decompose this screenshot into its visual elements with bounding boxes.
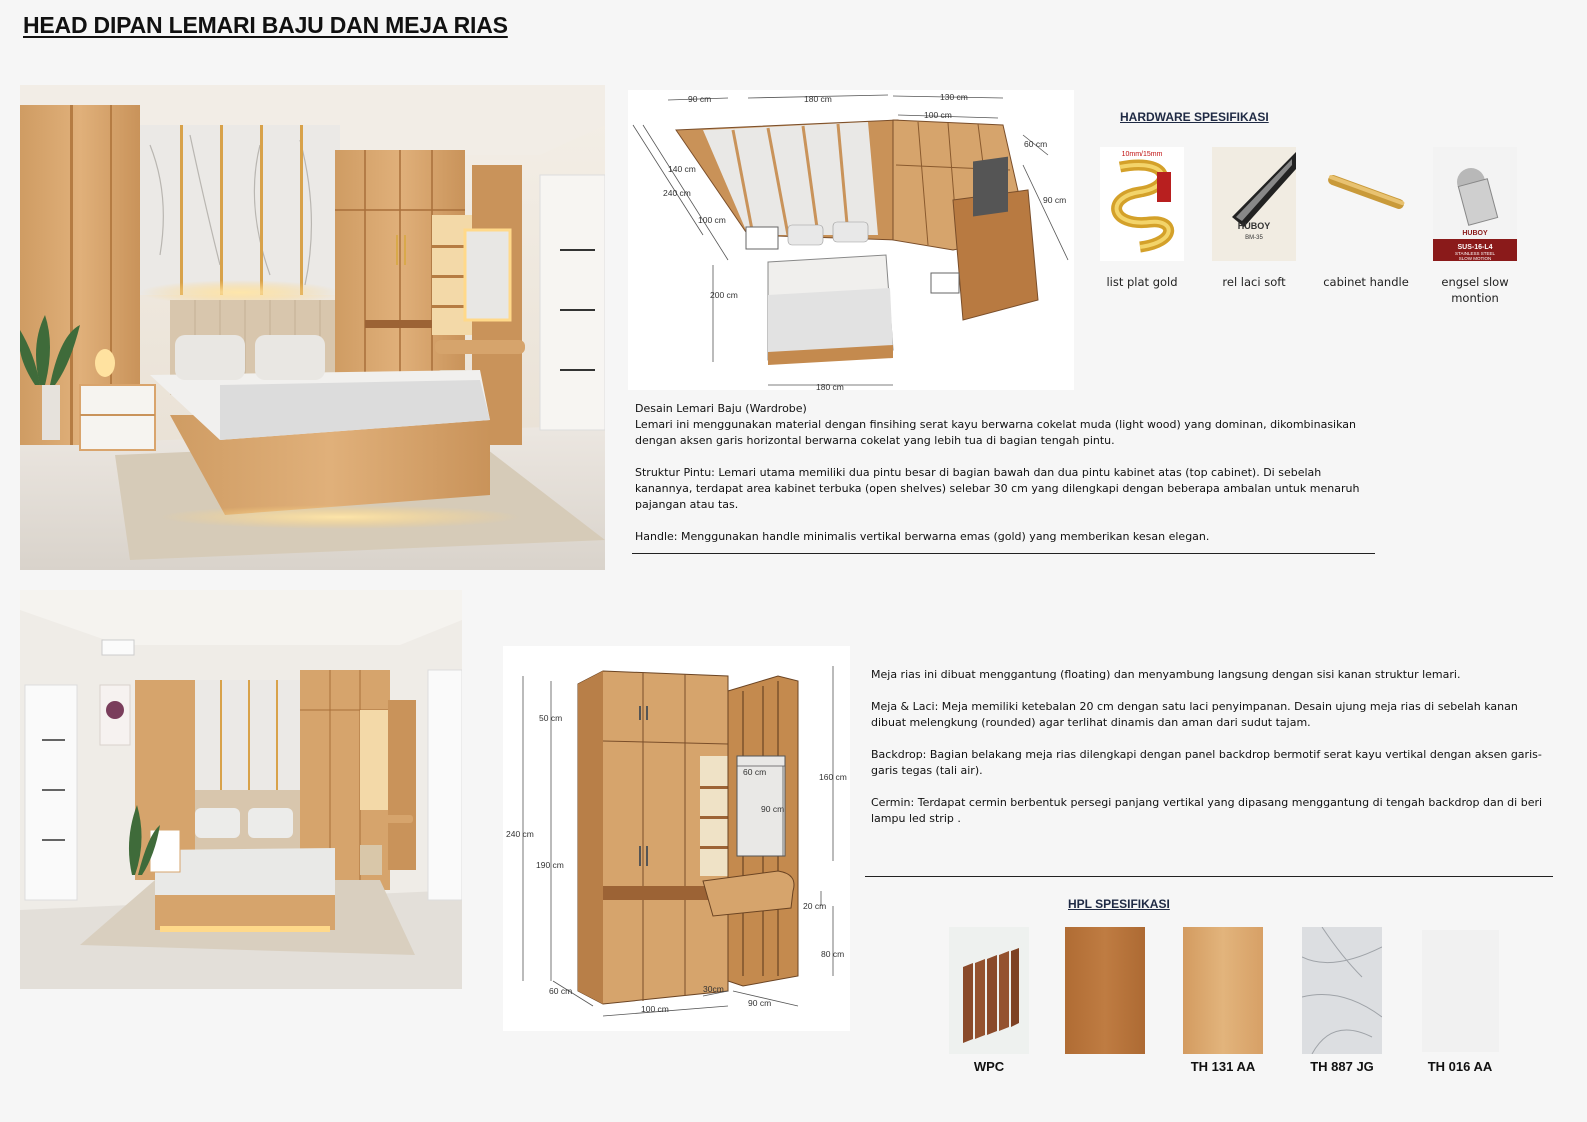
wardrobe-heading: Desain Lemari Baju (Wardrobe): [635, 402, 807, 415]
svg-text:50 cm: 50 cm: [539, 713, 563, 723]
svg-text:90 cm: 90 cm: [761, 804, 785, 814]
svg-text:60 cm: 60 cm: [743, 767, 767, 777]
hw-label-hinge: engsel slow montion: [1441, 275, 1509, 305]
vanity-para-1: Meja rias ini dibuat menggantung (floating) dan menyambung langsung dengan sisi kanan struktur lemari.: [871, 668, 1461, 681]
bedroom-render-main: [20, 85, 605, 570]
svg-text:160 cm: 160 cm: [819, 772, 847, 782]
svg-text:STAINLESS STEEL: STAINLESS STEEL: [1455, 251, 1495, 256]
hw-label-drawer-rail: rel laci soft: [1222, 275, 1286, 289]
svg-text:200 cm: 200 cm: [710, 290, 738, 300]
drawer-rail-icon: [1212, 147, 1296, 261]
svg-text:SUS-16-L4: SUS-16-L4: [1457, 244, 1493, 251]
divider-bottom: [865, 876, 1553, 877]
svg-text:BM-35: BM-35: [1245, 235, 1263, 241]
svg-text:HUBOY: HUBOY: [1237, 221, 1271, 231]
swatch-label-th131aa: TH 131 AA: [1190, 1059, 1256, 1074]
gold-handle-card: [1324, 147, 1408, 261]
vanity-para-2: Meja & Laci: Meja memiliki ketebalan 20 cm dengan satu laci penyimpanan. Desain ujung meja rias di sebelah kanan dibuat melengkung (rounded) agar terlihat dinamis dan aman dari sudut tajam.: [871, 700, 1518, 729]
vanity-para-4: Cermin: Terdapat cermin berbentuk persegi panjang vertikal yang dipasang menggantung di tengah backdrop dan di beri lampu led strip .: [871, 796, 1543, 825]
gold-strip-card: [1100, 147, 1184, 261]
hinge-card: [1433, 147, 1517, 261]
svg-text:240 cm: 240 cm: [663, 188, 691, 198]
svg-text:20 cm: 20 cm: [803, 901, 827, 911]
swatch-wood-dark: [1065, 927, 1145, 1054]
hw-label-gold-strip: list plat gold: [1106, 275, 1178, 289]
wardrobe-para-2: Struktur Pintu: Lemari utama memiliki dua pintu besar di bagian bawah dan dua pintu kabinet atas (top cabinet). Di sebelah kanannya, terdapat area kabinet terbuka (open shelves) selebar 30 cm yang dilengkapi dengan beberapa ambalan untuk menaruh pajangan atau tas.: [635, 466, 1360, 511]
gold-handle-icon: [1324, 147, 1408, 261]
swatch-label-th016aa: TH 016 AA: [1427, 1059, 1493, 1074]
svg-text:60 cm: 60 cm: [1024, 139, 1048, 149]
wardrobe-para-1: Lemari ini menggunakan material dengan finsihing serat kayu berwarna cokelat muda (light wood) yang dominan, dikombinasikan dengan aksen garis horizontal berwarna cokelat yang lebih tua di bagian tengah pintu.: [635, 418, 1356, 447]
svg-text:90 cm: 90 cm: [688, 94, 712, 104]
svg-text:10mm/15mm: 10mm/15mm: [1121, 151, 1163, 158]
svg-text:100 cm: 100 cm: [641, 1004, 669, 1014]
bedroom-render-wide: [20, 590, 462, 989]
vanity-para-3: Backdrop: Bagian belakang meja rias dilengkapi dengan panel backdrop bermotif serat kayu vertikal dengan aksen garis-garis tegas (tali air).: [871, 748, 1542, 777]
svg-text:80 cm: 80 cm: [821, 949, 845, 959]
svg-text:SLOW MOTION: SLOW MOTION: [1458, 256, 1492, 261]
swatch-th131aa: [1183, 927, 1263, 1054]
svg-text:100 cm: 100 cm: [698, 215, 726, 225]
swatch-label-th887jg: TH 887 JG: [1310, 1059, 1374, 1074]
svg-text:240 cm: 240 cm: [506, 829, 534, 839]
vanity-description: [871, 667, 1551, 843]
wardrobe-plan-drawing: [628, 90, 1074, 390]
gold-strip-icon: [1100, 147, 1184, 261]
page-title: HEAD DIPAN LEMARI BAJU DAN MEJA RIAS: [23, 12, 508, 38]
svg-text:30cm: 30cm: [703, 984, 724, 994]
svg-text:90 cm: 90 cm: [748, 998, 772, 1008]
hpl-heading: HPL SPESIFIKASI: [1068, 897, 1170, 911]
divider-top: [632, 553, 1375, 554]
drawer-rail-card: [1212, 147, 1296, 261]
marble-texture-icon: [1302, 927, 1382, 1054]
svg-text:180 cm: 180 cm: [816, 382, 844, 390]
swatch-wpc: [949, 927, 1029, 1054]
svg-text:HUBOY: HUBOY: [1462, 230, 1488, 237]
wardrobe-description: [635, 401, 1375, 561]
wpc-panel-icon: [949, 927, 1029, 1054]
svg-text:180 cm: 180 cm: [804, 94, 832, 104]
svg-text:130 cm: 130 cm: [940, 92, 968, 102]
svg-text:60 cm: 60 cm: [549, 986, 573, 996]
hardware-heading: HARDWARE SPESIFIKASI: [1120, 110, 1269, 124]
hw-label-cabinet-handle: cabinet handle: [1323, 275, 1409, 289]
wardrobe-elevation-drawing: [503, 646, 850, 1031]
svg-text:190 cm: 190 cm: [536, 860, 564, 870]
svg-text:90 cm: 90 cm: [1043, 195, 1067, 205]
hinge-icon: [1433, 147, 1517, 261]
swatch-th016aa: [1422, 930, 1499, 1052]
swatch-label-wpc: WPC: [973, 1059, 1005, 1074]
svg-text:140 cm: 140 cm: [668, 164, 696, 174]
wardrobe-para-3: Handle: Menggunakan handle minimalis vertikal berwarna emas (gold) yang memberikan kesan elegan.: [635, 530, 1210, 543]
swatch-th887jg: [1302, 927, 1382, 1054]
svg-text:100 cm: 100 cm: [924, 110, 952, 120]
